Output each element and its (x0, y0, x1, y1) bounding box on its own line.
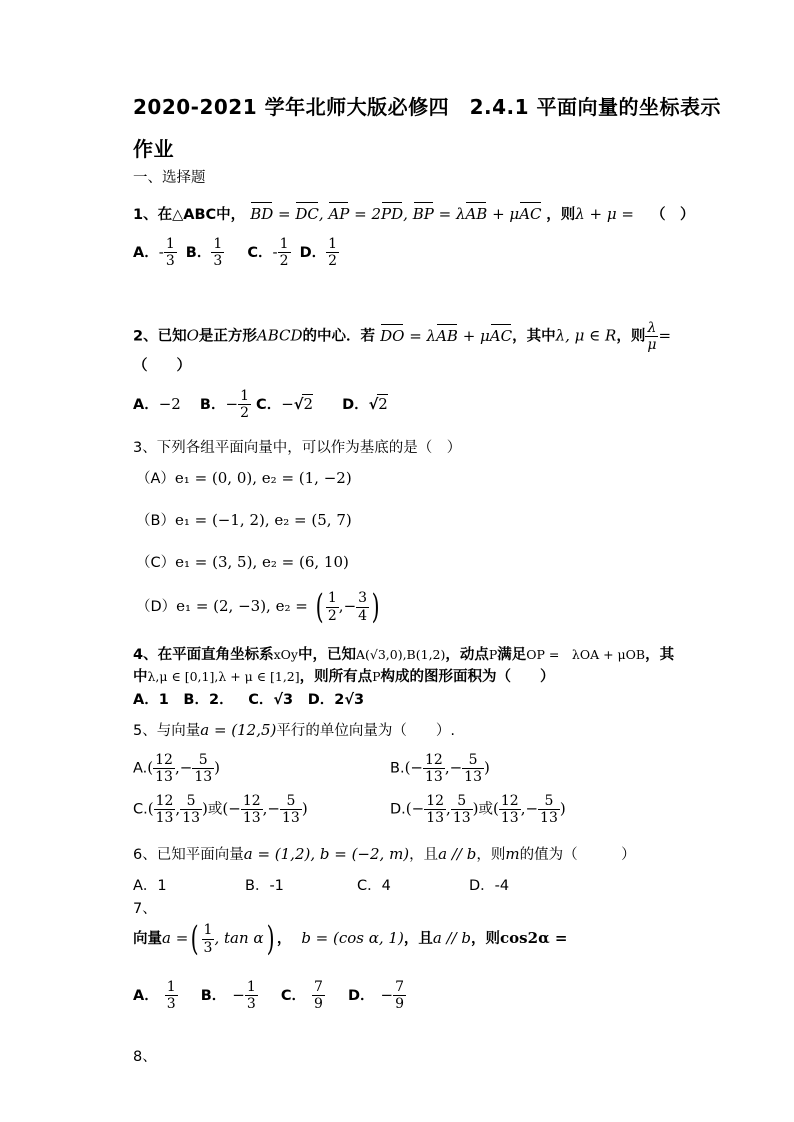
q4-opt-a[interactable]: A．1 (133, 692, 169, 708)
q2-opt-c[interactable]: C．−√2 (256, 394, 313, 413)
q1-opt-b[interactable]: B． $\frac{1}{3}$ (185, 236, 223, 270)
q2-stem: 2、已知O是正方形ABCD的中心．若 DO = λAB + μAC，其中λ, μ ∈ R，则 $\frac{\lambda}{\mu}$ = (133, 320, 672, 354)
q5-opt-a[interactable]: A.( $\frac{12}{13}$ ,− $\frac{5}{13}$ ) (133, 752, 220, 786)
q1-options (133, 236, 339, 269)
q6-opt-b[interactable]: B．-1 (245, 878, 284, 894)
q4-opt-b[interactable]: B．2． (183, 692, 234, 708)
q1-prefix: 1、在△ABC中， (133, 207, 246, 223)
page-title-line2: 作业 (133, 137, 174, 161)
q2-options (133, 388, 388, 421)
q8-number: 8、 (133, 1049, 157, 1065)
q7-opt-a[interactable]: A． $\frac{1}{3}$ (133, 979, 176, 1013)
q7-stem: 向量a =( $\frac{1}{3}$ , tan α) ， b = (cos α, 1)，且a // b，则cos2α = (133, 919, 568, 959)
q4-options (133, 688, 364, 709)
q5-opt-c[interactable]: C.( $\frac{12}{13}$ , $\frac{5}{13}$ )或(− $\frac{12}{13}$ ,− $\frac{5}{13}$ ) (133, 793, 308, 827)
q1-paren: （ ） (651, 207, 695, 223)
q6-opt-a[interactable]: A．1 (133, 878, 167, 894)
section-heading: 一、选择题 (133, 170, 206, 186)
q2-opt-a[interactable]: A．−2 (133, 394, 181, 413)
q7-opt-d[interactable]: D． − $\frac{7}{9}$ (347, 979, 405, 1013)
q5-opt-d[interactable]: D.(− $\frac{12}{13}$ , $\frac{5}{13}$ )或( $\frac{12}{13}$ ,− $\frac{5}{13}$ ) (390, 793, 566, 827)
q3-opt-a[interactable]: （A）e₁ = (0, 0), e₂ = (1, −2) (136, 469, 352, 487)
q2-paren: （ ） (133, 358, 191, 374)
q7-number: 7、 (133, 901, 157, 917)
q2-opt-d[interactable]: D．√2 (342, 394, 388, 413)
q3-opt-d[interactable]: （D）e₁ = (2, −3), e₂ = ( $\frac{1}{2}$ ,− $\frac{3}{4}$ ) (136, 587, 380, 627)
q5-stem: 5、与向量a = (12,5)平行的单位向量为（ ）. (133, 721, 455, 739)
q3-opt-c[interactable]: （C）e₁ = (3, 5), e₂ = (6, 10) (136, 553, 349, 571)
q6-stem: 6、已知平面向量a = (1,2), b = (−2, m)，且a // b，则m的值为（ ） (133, 845, 636, 863)
q1-opt-a[interactable]: A．- $\frac{1}{3}$ (133, 236, 175, 270)
q7-options (133, 979, 406, 1012)
q4-opt-c[interactable]: C．√3 (248, 692, 294, 708)
q3-opt-b[interactable]: （B）e₁ = (−1, 2), e₂ = (5, 7) (136, 511, 352, 529)
q1-ask: λ + μ = (575, 205, 634, 223)
q1-opt-c[interactable]: C．- $\frac{1}{2}$ (247, 236, 289, 270)
q4-opt-d[interactable]: D．2√3 (307, 692, 365, 708)
q1-stem (133, 203, 695, 224)
q2-opt-b[interactable]: B．− $\frac{1}{2}$ (199, 388, 249, 422)
q4-stem-line2: 中λ,μ ∈ [0,1],λ + μ ∈ [1,2]，则所有点P构成的图形面积为（ ） (133, 669, 555, 685)
q2-expr: DO = λAB + μAC (380, 326, 513, 345)
q5-opt-b[interactable]: B.(− $\frac{12}{13}$ ,− $\frac{5}{13}$ ) (390, 752, 490, 786)
q1-expr: BD = DC, AP = 2PD, BP = λAB + μAC (250, 205, 542, 223)
q1-opt-d[interactable]: D． $\frac{1}{2}$ (299, 236, 338, 270)
page-title: 2020-2021 学年北师大版必修四 2.4.1 平面向量的坐标表示 (133, 95, 721, 119)
q7-opt-c[interactable]: C． $\frac{7}{9}$ (280, 979, 323, 1013)
q6-opt-d[interactable]: D．-4 (469, 878, 510, 894)
q4-stem-line1: 4、在平面直角坐标系xOy中，已知A(√3,0),B(1,2)，动点P满足OP = λOA + μOB，其 (133, 647, 675, 663)
q6-opt-c[interactable]: C．4 (357, 878, 391, 894)
q1-then: ，则 (546, 207, 576, 223)
q7-opt-b[interactable]: B． − $\frac{1}{3}$ (200, 979, 256, 1013)
q3-stem: 3、下列各组平面向量中，可以作为基底的是（ ） (133, 440, 462, 456)
